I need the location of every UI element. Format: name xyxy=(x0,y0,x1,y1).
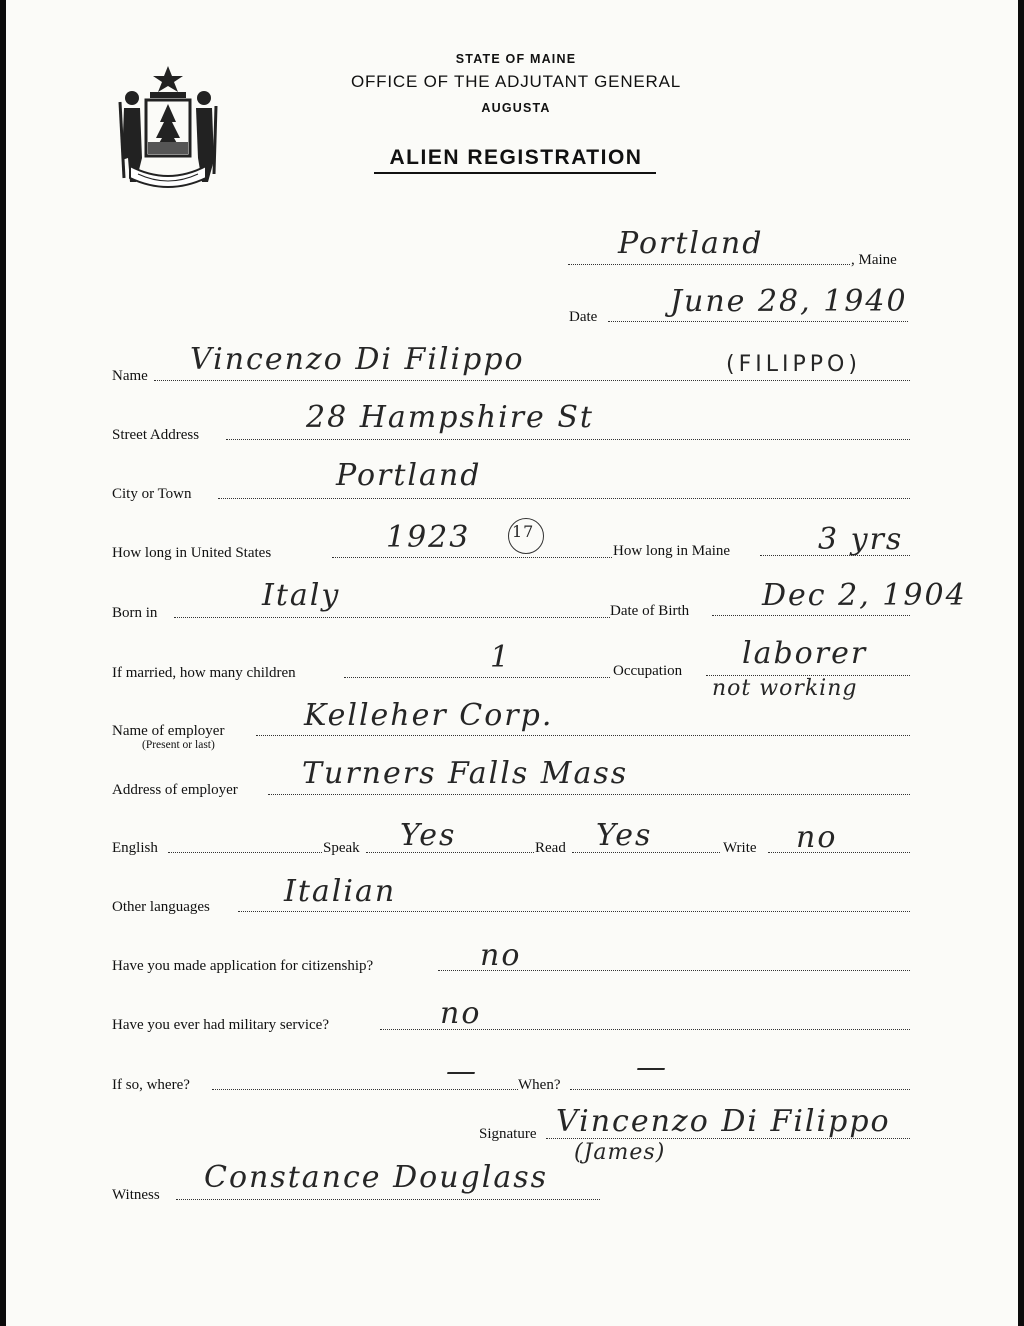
english-line xyxy=(168,852,322,853)
employer-sublabel: (Present or last) xyxy=(142,739,215,751)
place-line xyxy=(568,264,850,265)
born-in-value: Italy xyxy=(262,578,341,613)
when-line xyxy=(570,1089,910,1090)
place-value: Portland xyxy=(618,226,764,261)
employer-address-line xyxy=(268,794,910,795)
place-suffix: , Maine xyxy=(851,252,897,268)
where-line xyxy=(212,1089,518,1090)
other-languages-label: Other languages xyxy=(112,899,210,915)
city-line xyxy=(218,498,910,499)
name-alt: (FILIPPO) xyxy=(726,352,861,377)
how-long-us-line xyxy=(332,557,612,558)
speak-label: Speak xyxy=(323,840,360,856)
citizenship-label: Have you made application for citizenship? xyxy=(112,958,374,974)
employer-address-label: Address of employer xyxy=(112,782,238,798)
date-of-birth-line xyxy=(712,615,910,616)
write-label: Write xyxy=(723,840,757,856)
circled-number: 17 xyxy=(512,522,535,541)
employer-value: Kelleher Corp. xyxy=(304,698,554,733)
occupation-note: not working xyxy=(712,676,858,701)
where-label: If so, where? xyxy=(112,1077,190,1093)
maine-state-seal-icon xyxy=(110,62,226,190)
name-label: Name xyxy=(112,368,148,384)
children-line xyxy=(344,677,610,678)
english-label: English xyxy=(112,840,158,856)
how-long-maine-value: 3 yrs xyxy=(818,522,904,557)
how-long-us-label: How long in United States xyxy=(112,545,272,561)
born-in-line xyxy=(174,617,610,618)
name-value: Vincenzo Di Filippo xyxy=(190,342,525,377)
employer-address-value: Turners Falls Mass xyxy=(302,756,629,791)
how-long-maine-label: How long in Maine xyxy=(613,543,731,559)
street-address-value: 28 Hampshire St xyxy=(306,400,594,435)
born-in-label: Born in xyxy=(112,605,158,621)
date-of-birth-label: Date of Birth xyxy=(610,603,690,619)
military-label: Have you ever had military service? xyxy=(112,1017,329,1033)
other-languages-line xyxy=(238,911,910,912)
write-line xyxy=(768,852,910,853)
signature-label: Signature xyxy=(479,1126,537,1142)
page-title: ALIEN REGISTRATION xyxy=(389,146,643,169)
children-value: 1 xyxy=(490,640,512,675)
city-label: City or Town xyxy=(112,486,192,502)
date-value: June 28, 1940 xyxy=(670,284,908,319)
witness-line xyxy=(176,1199,600,1200)
header-state: STATE OF MAINE xyxy=(455,52,577,66)
other-languages-value: Italian xyxy=(284,874,397,909)
where-value: — xyxy=(446,1054,478,1089)
occupation-value: laborer xyxy=(742,636,868,671)
signature-value: Vincenzo Di Filippo xyxy=(556,1104,891,1139)
read-label: Read xyxy=(535,840,566,856)
employer-label: Name of employer xyxy=(112,723,225,739)
signature-alias: (James) xyxy=(574,1140,666,1165)
date-line xyxy=(608,321,908,322)
registration-form-page xyxy=(6,0,1018,1326)
date-label: Date xyxy=(569,309,598,325)
employer-line xyxy=(256,735,910,736)
witness-label: Witness xyxy=(112,1187,160,1203)
when-value: — xyxy=(636,1050,668,1085)
speak-value: Yes xyxy=(400,818,457,853)
write-value: no xyxy=(796,820,838,855)
when-label: When? xyxy=(518,1077,561,1093)
date-of-birth-value: Dec 2, 1904 xyxy=(762,578,967,613)
citizenship-value: no xyxy=(480,938,522,973)
header-city: AUGUSTA xyxy=(481,101,551,115)
header-office: OFFICE OF THE ADJUTANT GENERAL xyxy=(350,72,682,91)
read-value: Yes xyxy=(596,818,653,853)
title-underline xyxy=(374,172,656,174)
city-value: Portland xyxy=(336,458,482,493)
street-address-label: Street Address xyxy=(112,427,200,443)
children-label: If married, how many children xyxy=(112,665,296,681)
military-value: no xyxy=(440,996,482,1031)
witness-value: Constance Douglass xyxy=(204,1160,548,1195)
name-line xyxy=(154,380,910,381)
street-address-line xyxy=(226,439,910,440)
how-long-us-value: 1923 xyxy=(386,520,471,555)
occupation-label: Occupation xyxy=(613,663,683,679)
